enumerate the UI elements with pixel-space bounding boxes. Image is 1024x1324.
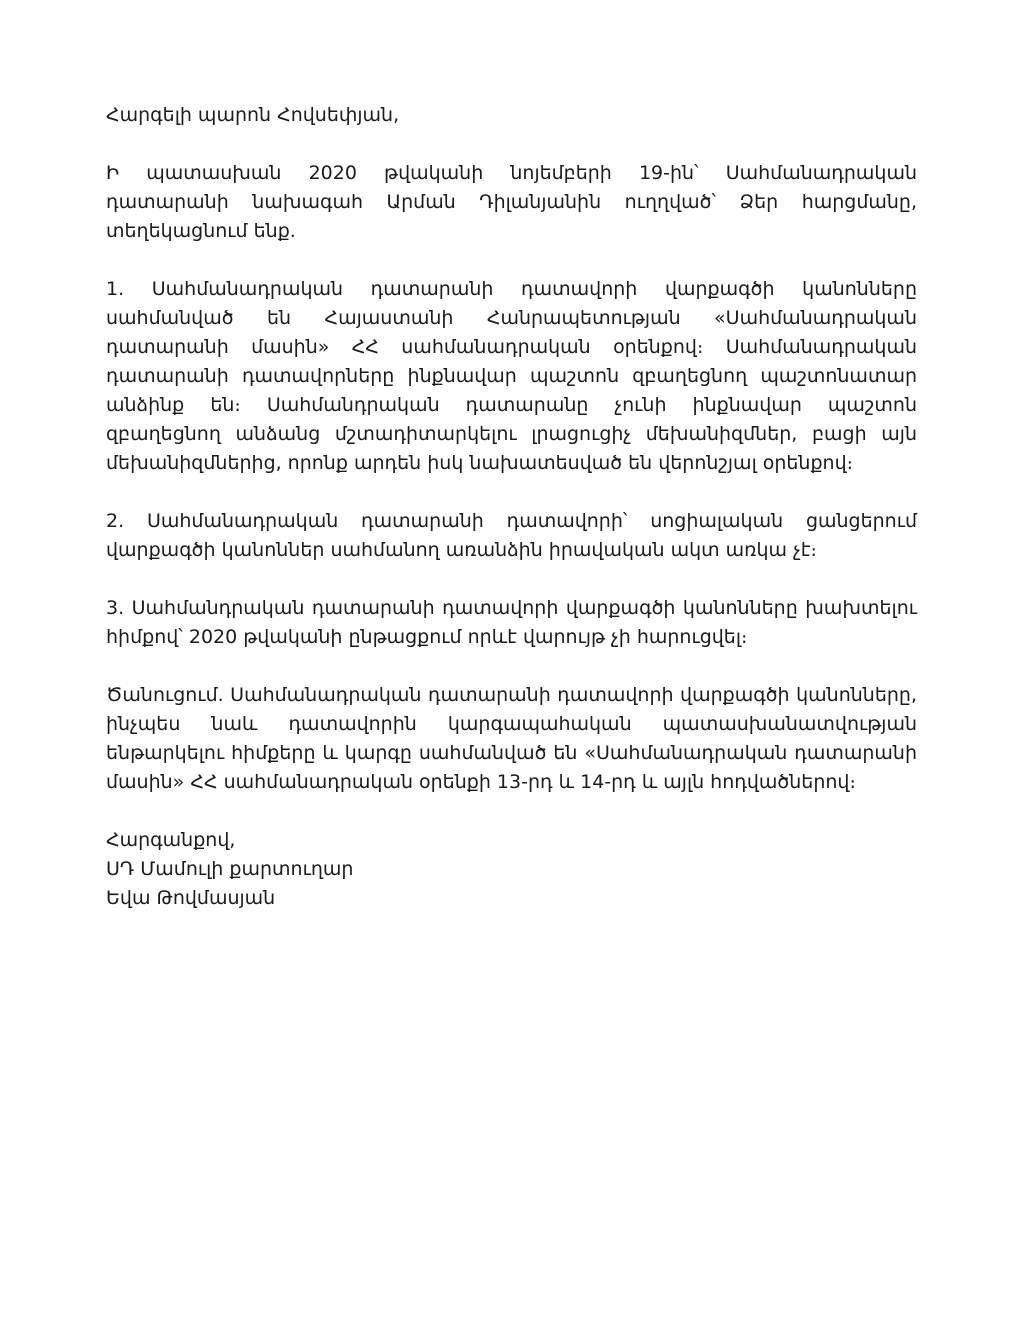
signature-closing: Հարգանքով, [106,829,236,851]
signature-name: Եվա Թովմասյան [106,887,276,909]
signature-title: ՍԴ Մամուլի քարտուղար [106,858,354,880]
point-2-paragraph: 2. Սահմանադրական դատարանի դատավորի՝ սոցիալական ցանցերում վարքագծի կանոններ սահմանող առանձին իրավական ակտ առկա չէ։ [106,510,917,561]
point-3-paragraph: 3. Սահմանդրական դատարանի դատավորի վարքագծի կանոնները խախտելու հիմքով՝ 2020 թվականի ընթացքում որևէ վարույթ չի հարուցվել։ [106,597,917,648]
point-1-paragraph: 1. Սահմանադրական դատարանի դատավորի վարքագծի կանոնները սահմանված են Հայաստանի Հանրապետության «Սահմանադրական դատարանի մասին» ՀՀ սահմանադրական օրենքով։ Սահմանադրական դատարանի դատավորները ինքնավար պաշտոն զբաղեցնող պաշտոնատար անձինք են։ Սահմանդրական դատարանը չունի ինքնավար պաշտոն զբաղեցնող անձանց մշտադիտարկելու լրացուցիչ մեխանիզմներ, բացի այն մեխանիզմներից, որոնք արդեն իսկ նախատեսված են վերոնշյալ օրենքով։ [106,278,917,474]
greeting-line: Հարգելի պարոն Հովսեփյան, [106,104,400,126]
note-paragraph: Ծանուցում. Սահմանադրական դատարանի դատավորի վարքագծի կանոնները, ինչպես նաև դատավորին կարգապահական պատասխանատվության ենթարկելու հիմքերը և կարգը սահմանված են «Սահմանադրական դատարանի մասին» ՀՀ սահմանադրական օրենքի 13-րդ և 14-րդ և այլն հոդվածներով։ [106,684,917,793]
signature-block [106,826,917,913]
intro-paragraph: Ի պատասխան 2020 թվականի նոյեմբերի 19-ին՝ Սահմանադրական դատարանի նախագահ Արման Դիլանյանին ուղղված՝ Ձեր հարցմանը, տեղեկացնում ենք. [106,162,917,242]
